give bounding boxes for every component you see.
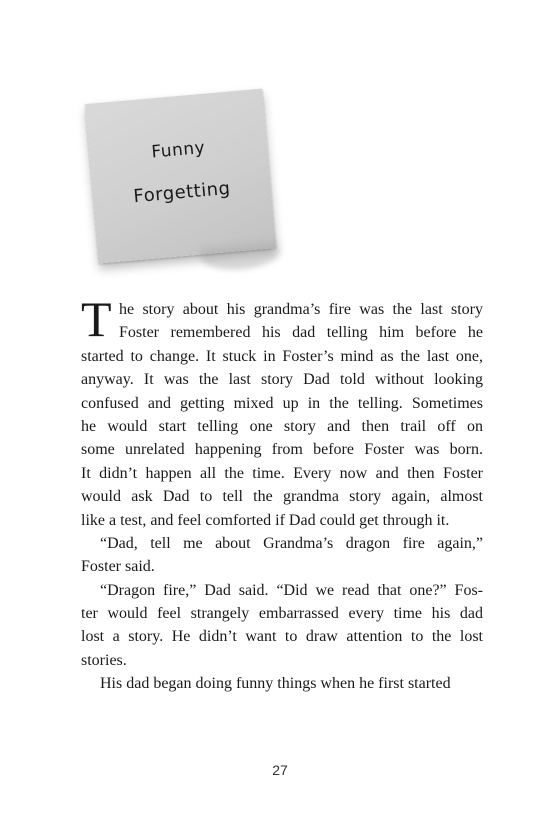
page-number: 27 bbox=[272, 762, 288, 778]
sticky-note-paper bbox=[85, 89, 276, 264]
body-text bbox=[81, 291, 483, 696]
text-line: “Dad, tell me about Grandma’s dragon fire again,” bbox=[100, 534, 483, 552]
text-line: confused and getting mixed up in the telling. Sometimes bbox=[81, 394, 483, 412]
text-line: stories. bbox=[81, 651, 127, 669]
text-line: It didn’t happen all the time. Every now and then Foster bbox=[81, 464, 483, 482]
text-line: His dad began doing funny things when he first started bbox=[100, 675, 451, 693]
text-line: Foster said. bbox=[81, 558, 155, 576]
chapter-title-line2: Forgetting bbox=[132, 177, 232, 208]
chapter-title-line1: Funny bbox=[150, 137, 206, 163]
text-line: Foster remembered his dad telling him before he bbox=[119, 324, 483, 342]
drop-cap: T bbox=[81, 291, 112, 347]
text-line: would ask Dad to tell the grandma story again, almost bbox=[81, 488, 483, 506]
text-line: started to change. It stuck in Foster’s mind as the last one, bbox=[81, 347, 483, 365]
text-line: anyway. It was the last story Dad told without looking bbox=[81, 371, 483, 389]
text-line: some unrelated happening from before Foster was born. bbox=[81, 441, 483, 459]
text-line: “Dragon fire,” Dad said. “Did we read that one?” Fos- bbox=[100, 581, 483, 599]
sticky-note bbox=[85, 88, 279, 273]
sticky-note-curl-shadow bbox=[199, 236, 281, 273]
text-line-content: he story about his grandma’s fire was the last story bbox=[119, 301, 483, 318]
text-line: like a test, and feel comforted if Dad could get through it. bbox=[81, 511, 450, 529]
text-line: he would start telling one story and then trail off on bbox=[81, 417, 483, 435]
text-line: lost a story. He didn’t want to draw attention to the lost bbox=[81, 628, 483, 646]
text-line: ter would feel strangely embarrassed every time his dad bbox=[81, 605, 483, 623]
